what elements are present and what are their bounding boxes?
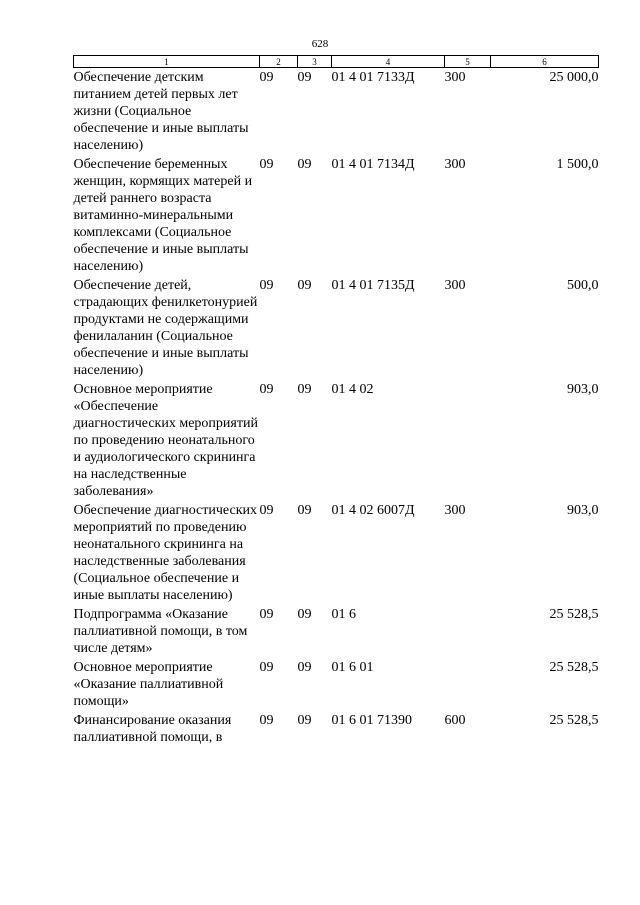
table-row — [74, 605, 599, 658]
header-col-2: 2 — [260, 56, 298, 68]
row-target-article: 01 6 — [331, 607, 356, 622]
row-subsection-code: 09 — [297, 607, 312, 622]
header-col-1: 1 — [74, 56, 260, 68]
row-target-article: 01 4 01 7135Д — [331, 278, 415, 293]
page-number: 628 — [311, 38, 329, 50]
row-description: Обеспечение беременных женщин, кормящих матерей и детей раннего возраста витаминно-минеральными комплексами (Социальное обеспечение и иные выплаты населению) — [73, 157, 253, 274]
row-target-article: 01 4 01 7134Д — [331, 157, 415, 172]
row-expense-type: 600 — [444, 713, 466, 728]
row-section-code: 09 — [259, 70, 274, 85]
row-amount: 1 500,0 — [556, 157, 599, 172]
row-target-article: 01 6 01 — [331, 660, 374, 675]
row-subsection-code: 09 — [297, 503, 312, 518]
table-row — [74, 658, 599, 711]
table-row — [74, 276, 599, 380]
row-section-code: 09 — [259, 278, 274, 293]
row-expense-type: 300 — [444, 70, 466, 85]
header-col-5: 5 — [445, 56, 491, 68]
row-description: Обеспечение детей, страдающих фенилкетонурией продуктами не содержащими фенилаланин (Социальное обеспечение и иные выплаты населению) — [73, 278, 258, 378]
row-subsection-code: 09 — [297, 278, 312, 293]
row-amount: 25 528,5 — [549, 660, 599, 675]
row-target-article: 01 4 02 — [331, 382, 374, 397]
row-section-code: 09 — [259, 660, 274, 675]
row-target-article: 01 4 02 6007Д — [331, 503, 415, 518]
header-col-3: 3 — [298, 56, 332, 68]
row-target-article: 01 4 01 7133Д — [331, 70, 415, 85]
table-row — [74, 68, 599, 156]
row-expense-type: 300 — [444, 503, 466, 518]
table-row — [74, 711, 599, 747]
table-row — [74, 380, 599, 501]
row-expense-type — [445, 658, 491, 711]
row-amount: 25 528,5 — [549, 713, 599, 728]
row-subsection-code: 09 — [297, 70, 312, 85]
row-amount: 25 528,5 — [549, 607, 599, 622]
row-description: Обеспечение диагностических мероприятий по проведению неонатального скрининга на наследственные заболевания (Социальное обеспечение и иные выплаты населению) — [73, 503, 257, 603]
row-description: Финансирование оказания паллиативной помощи, в — [73, 713, 232, 745]
row-expense-type — [445, 380, 491, 501]
table-row — [74, 501, 599, 605]
header-col-4: 4 — [332, 56, 445, 68]
row-description: Основное мероприятие «Обеспечение диагностических мероприятий по проведению неонатального и аудиологического скрининга на наследственные заболевания» — [73, 382, 258, 499]
row-section-code: 09 — [259, 382, 274, 397]
row-amount: 903,0 — [567, 382, 599, 397]
row-section-code: 09 — [259, 607, 274, 622]
row-section-code: 09 — [259, 157, 274, 172]
row-description: Подпрограмма «Оказание паллиативной помощи, в том числе детям» — [73, 607, 248, 656]
header-col-6: 6 — [491, 56, 599, 68]
row-subsection-code: 09 — [297, 382, 312, 397]
row-subsection-code: 09 — [297, 157, 312, 172]
row-subsection-code: 09 — [297, 660, 312, 675]
budget-table — [73, 55, 599, 747]
row-subsection-code: 09 — [297, 713, 312, 728]
table-body — [74, 68, 599, 748]
table-row — [74, 155, 599, 276]
row-expense-type — [445, 605, 491, 658]
row-description: Основное мероприятие «Оказание паллиативной помощи» — [73, 660, 224, 709]
row-expense-type: 300 — [444, 278, 466, 293]
header-row — [74, 56, 599, 68]
row-description: Обеспечение детским питанием детей первых лет жизни (Социальное обеспечение и иные выплаты населению) — [73, 70, 249, 153]
row-target-article: 01 6 01 71390 — [331, 713, 412, 728]
row-expense-type: 300 — [444, 157, 466, 172]
row-amount: 500,0 — [567, 278, 599, 293]
row-amount: 25 000,0 — [549, 70, 599, 85]
table-header — [74, 56, 599, 68]
row-section-code: 09 — [259, 503, 274, 518]
row-amount: 903,0 — [567, 503, 599, 518]
row-section-code: 09 — [259, 713, 274, 728]
